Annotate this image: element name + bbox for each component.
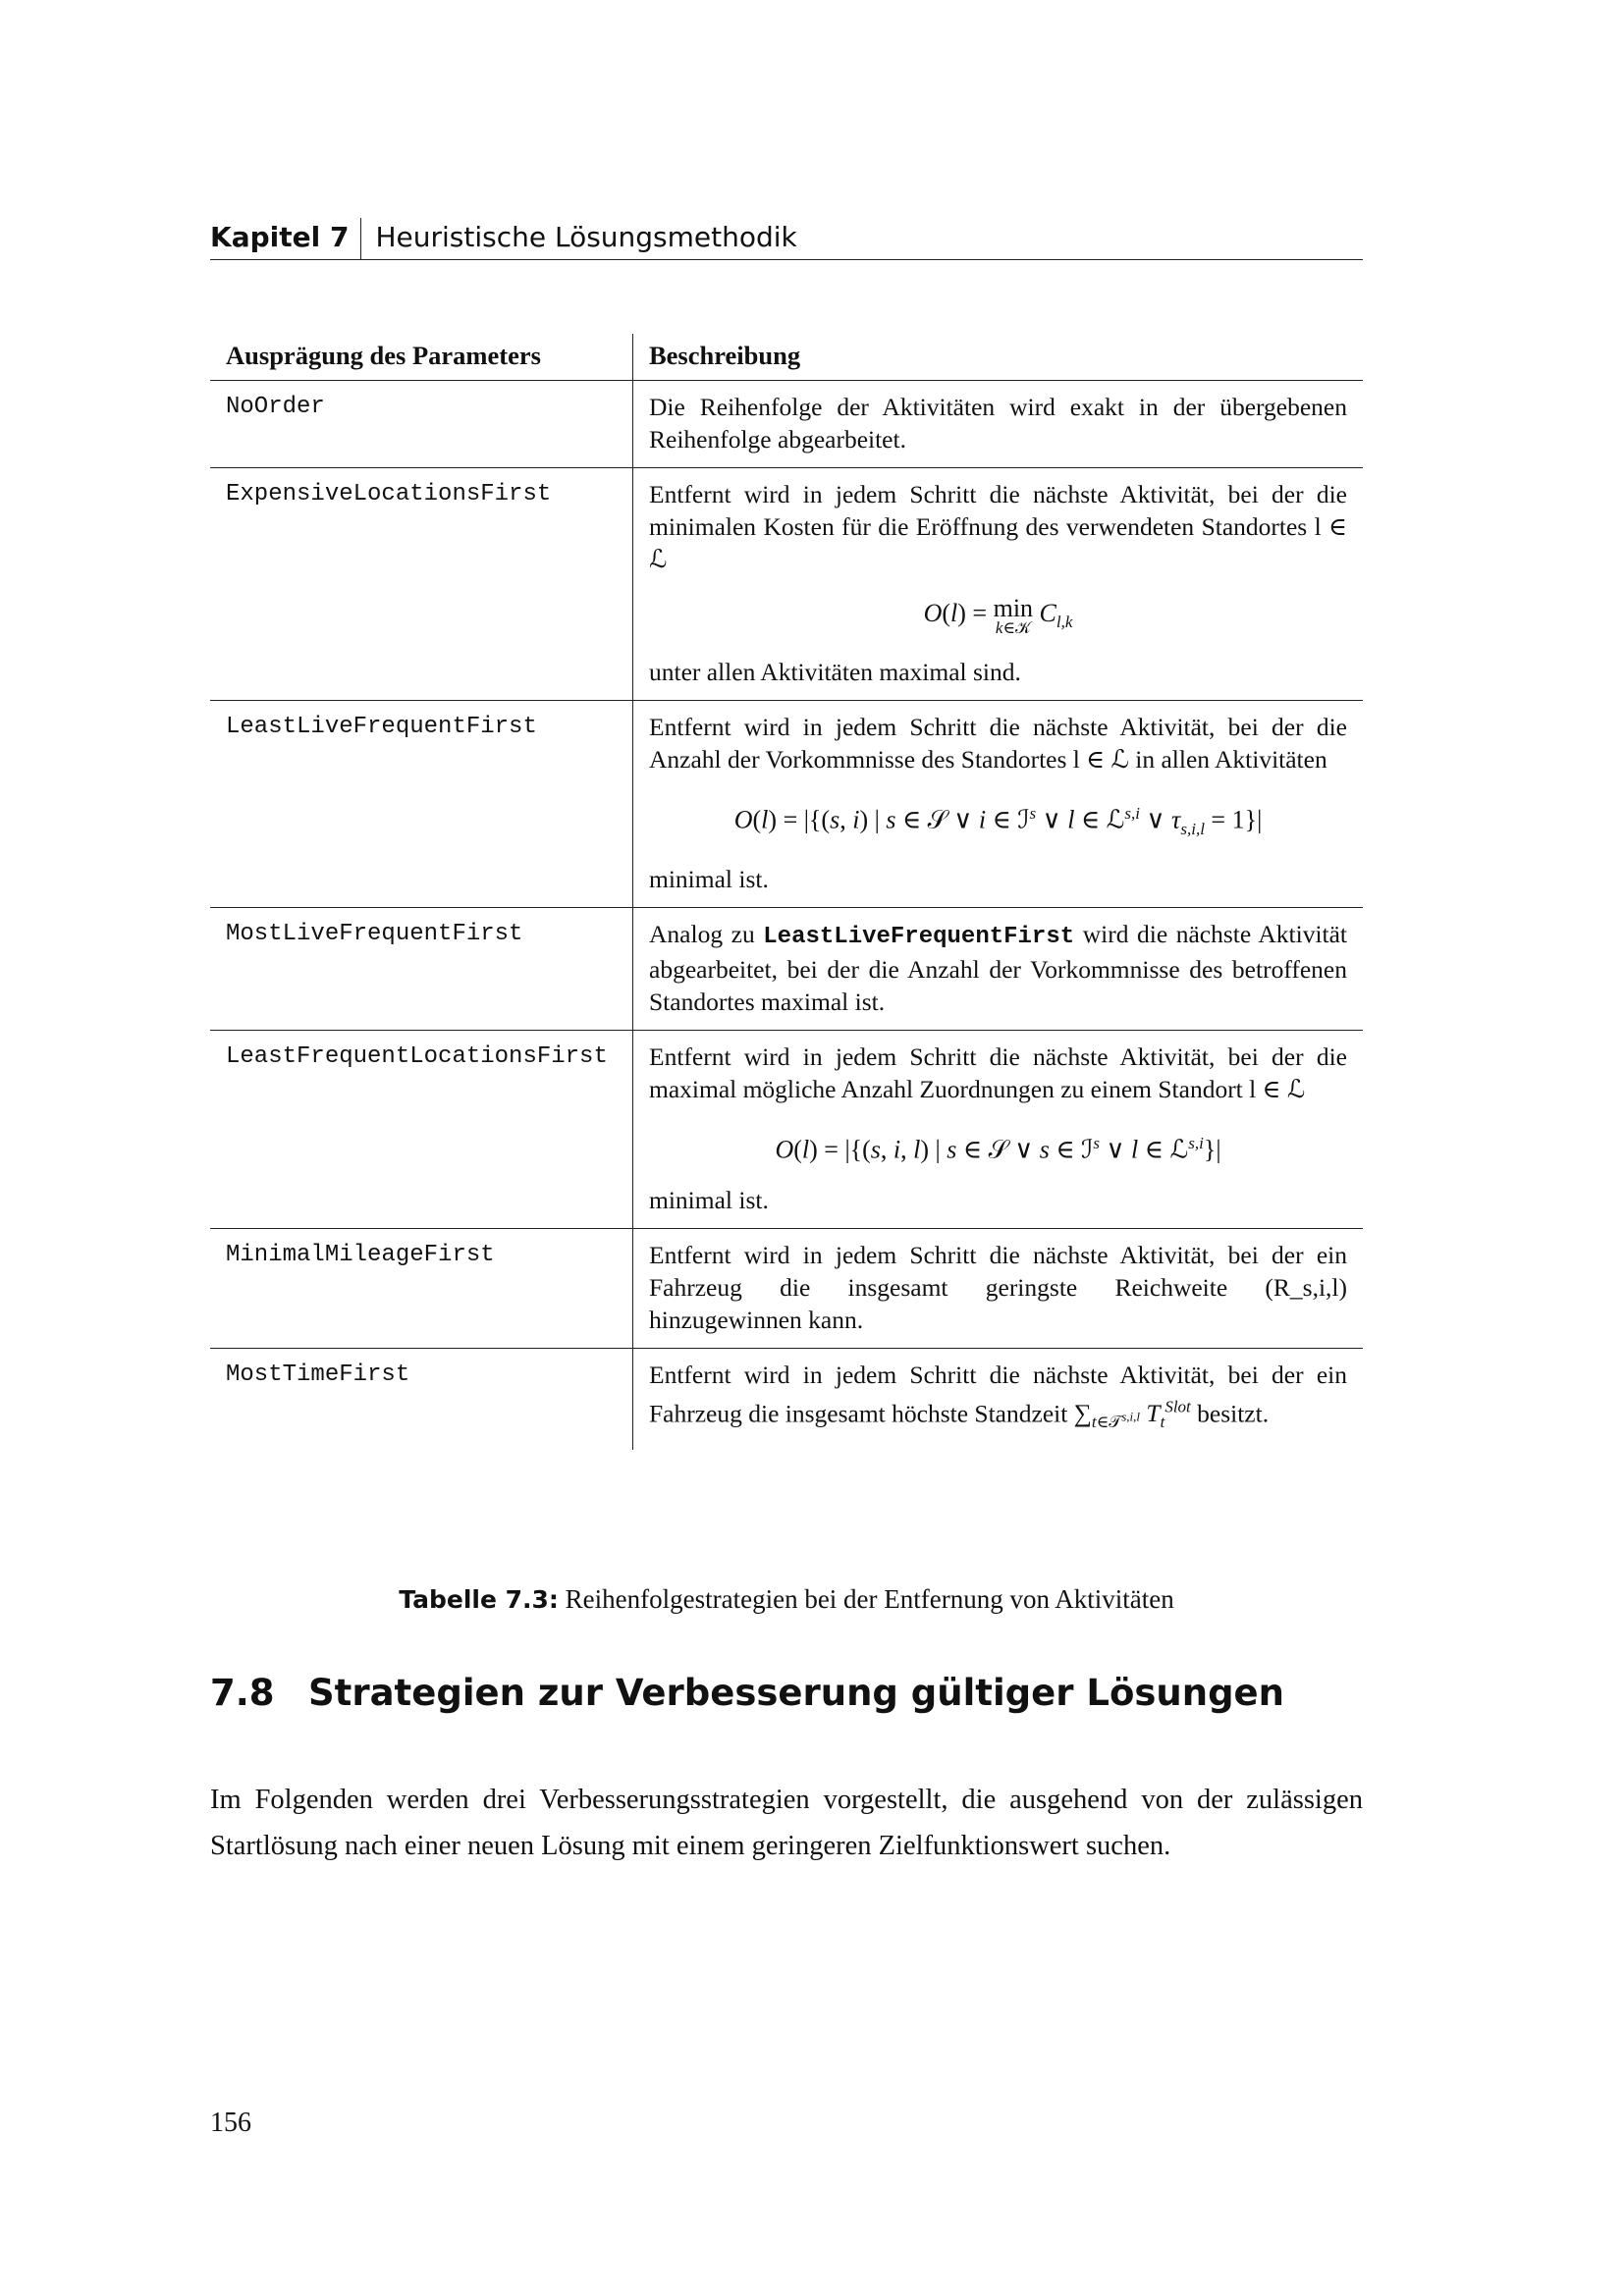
table-row	[210, 1228, 1363, 1348]
desc-text: Entfernt wird in jedem Schritt die nächste Aktivität, bei der die minimalen Kosten für die Eröffnung des verwendeten Standortes l ∈ ℒ	[649, 480, 1347, 573]
formula-occurrences: O(l) = |{(s, i) | s ∈ 𝒮 ∨ i ∈ ℐ$^s$ ∨ l ∈ ℒ$^{s,i}$ ∨ $\tau_{s,i,l} = 1\}|$	[733, 804, 1263, 839]
caption-label: Tabelle 7.3:	[399, 1585, 559, 1614]
table-row	[210, 1031, 1363, 1229]
desc-cell: Die Reihenfolge der Aktivitäten wird exakt in der übergebenen Reihenfolge abgearbeitet.	[649, 393, 1347, 454]
desc-after: minimal ist.	[649, 1185, 769, 1214]
desc-cell	[633, 1031, 1364, 1229]
desc-cell	[633, 1348, 1364, 1450]
param-cell: LeastLiveFrequentFirst	[210, 701, 633, 908]
desc-code: LeastLiveFrequentFirst	[763, 924, 1075, 951]
desc-cell	[633, 908, 1364, 1031]
desc-post: wird die nächste Aktivität abgearbeitet, bei der die Anzahl der Vorkommnisse des betroffenen Standortes maximal ist.	[649, 920, 1348, 1017]
param-cell: NoOrder	[210, 381, 633, 468]
sum-formula: $\sum_{t\in 𝒯^{s,i,l}}$ $T_t^{Slot}$	[1073, 1397, 1191, 1432]
chapter-label: Kapitel 7	[210, 218, 361, 259]
desc-cell	[633, 701, 1364, 908]
caption-text: Reihenfolgestrategien bei der Entfernung von Aktivitäten	[565, 1584, 1174, 1614]
desc-end: besitzt.	[1197, 1399, 1270, 1428]
desc-after: minimal ist.	[649, 865, 769, 894]
formula-open-cost: O(l) = min k∈𝒦 $C_{l,k}$	[923, 594, 1073, 637]
table-row	[210, 381, 1363, 468]
running-header	[210, 218, 1363, 260]
strategy-table	[210, 334, 1363, 1450]
table-row	[210, 908, 1363, 1031]
desc-cell: Entfernt wird in jedem Schritt die nächste Aktivität, bei der ein Fahrzeug die insgesamt geringste Reichweite (R_s,i,l) hinzugewinnen kann.	[633, 1228, 1364, 1348]
param-cell: ExpensiveLocationsFirst	[210, 468, 633, 701]
page-number: 156	[210, 2108, 251, 2138]
param-cell: MostTimeFirst	[210, 1348, 633, 1450]
table-row	[210, 1348, 1363, 1450]
table-caption	[210, 1584, 1363, 1615]
desc-text: Entfernt wird in jedem Schritt die nächste Aktivität, bei der die maximal mögliche Anzahl Zuordnungen zu einem Standort l ∈ ℒ	[649, 1042, 1347, 1104]
desc-text: Entfernt wird in jedem Schritt die nächste Aktivität, bei der ein Fahrzeug die insgesamt höchste Standzeit	[649, 1360, 1347, 1428]
section-number: 7.8	[210, 1672, 275, 1714]
body-paragraph: Im Folgenden werden drei Verbesserungsstrategien vorgestellt, die ausgehend von der zulässigen Startlösung nach einer neuen Lösung mit einem geringeren Zielfunktionswert suchen.	[210, 1785, 1363, 1861]
desc-after: unter allen Aktivitäten maximal sind.	[649, 658, 1021, 687]
col-header-parameter: Ausprägung des Parameters	[210, 334, 633, 381]
param-cell: MostLiveFrequentFirst	[210, 908, 633, 1031]
section-heading	[210, 1672, 1363, 1714]
table-row	[210, 468, 1363, 701]
param-cell: MinimalMileageFirst	[210, 1228, 633, 1348]
param-cell: LeastFrequentLocationsFirst	[210, 1031, 633, 1229]
desc-pre: Analog zu	[649, 920, 755, 949]
col-header-description: Beschreibung	[633, 334, 1364, 381]
desc-text: Entfernt wird in jedem Schritt die nächste Aktivität, bei der die Anzahl der Vorkommnisse des Standortes l ∈ ℒ in allen Aktivitäten	[649, 713, 1347, 774]
section-title: Strategien zur Verbesserung gültiger Lösungen	[308, 1672, 1284, 1714]
chapter-title: Heuristische Lösungsmethodik	[375, 221, 797, 253]
formula-assignments: O(l) = |{(s, i, l) | s ∈ 𝒮 ∨ s ∈ ℐ$^s$ ∨ l ∈ ℒ$^{s,i}$}|	[775, 1134, 1221, 1164]
desc-cell	[633, 468, 1364, 701]
table-row	[210, 701, 1363, 908]
